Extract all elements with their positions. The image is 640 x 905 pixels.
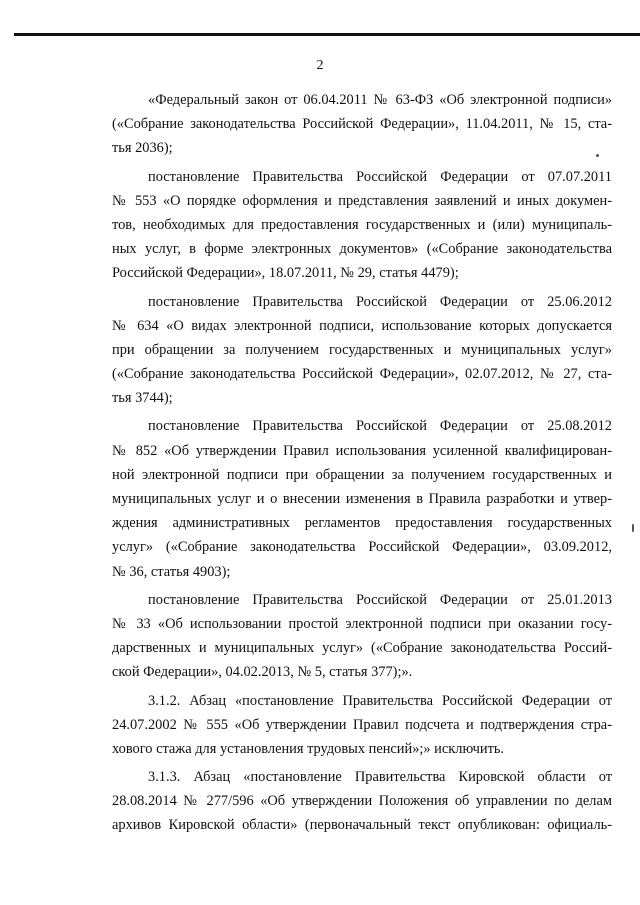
text-line: ной электронной подписи при обращении за получением государственных и [112,466,612,483]
top-rule [14,33,640,36]
text-line: («Собрание законодательства Российской Федерации», 02.07.2012, № 27, ста- [112,366,612,383]
text-line: № 36, статья 4903); [112,563,231,580]
text-line: ных услуг, в форме электронных документов» («Собрание законодательства [112,241,612,258]
text-line: тья 3744); [112,390,173,407]
text-line: постановление Правительства Российской Федерации от 25.06.2012 [148,293,612,310]
text-line: архивов Кировской области» (первоначальный текст опубликован: официаль- [112,817,612,834]
text-line: при обращении за получением государственных и муниципальных услуг» [112,341,612,358]
paragraph-item-3-1-3 [112,765,612,838]
text-line: дарственных и муниципальных услуг» («Собрание законодательства Россий- [112,640,612,657]
paragraph-law-63fz [112,88,612,161]
document-body [112,88,612,838]
text-line: постановление Правительства Российской Федерации от 07.07.2011 [148,168,612,185]
text-line: хового стажа для установления трудовых пенсий»;» исключить. [112,740,505,757]
text-line: 24.07.2002 № 555 «Об утверждении Правил подсчета и подтверждения стра- [112,716,612,733]
text-line: ской Федерации», 04.02.2013, № 5, статья 377);». [112,664,413,681]
text-line: ждения административных регламентов предоставления государственных [112,515,612,532]
text-line: услуг» («Собрание законодательства Российской Федерации», 03.09.2012, [112,539,612,556]
paragraph-resolution-553 [112,165,612,286]
text-line: № 553 «О порядке оформления и представления заявлений и иных докумен- [112,192,612,209]
text-line: постановление Правительства Российской Федерации от 25.01.2013 [148,591,612,608]
page-number: 2 [316,58,324,73]
text-line: 3.1.2. Абзац «постановление Правительства Российской Федерации от [148,692,612,709]
text-line: «Федеральный закон от 06.04.2011 № 63-ФЗ «Об электронной подписи» [148,92,612,108]
text-line: № 852 «Об утверждении Правил использования усиленной квалифицирован- [112,442,612,459]
text-line: № 634 «О видах электронной подписи, использование которых допускается [112,317,612,334]
scan-speck [596,154,599,157]
text-line: Российской Федерации», 18.07.2011, № 29, статья 4479); [112,265,459,282]
paragraph-resolution-33 [112,588,612,685]
text-line: тов, необходимых для предоставления государственных и (или) муниципаль- [112,216,612,233]
text-line: тья 2036); [112,140,173,157]
paragraph-resolution-852 [112,414,612,583]
text-line: постановление Правительства Российской Федерации от 25.08.2012 [148,418,612,435]
text-line: 28.08.2014 № 277/596 «Об утверждении Положения об управлении по делам [112,793,612,810]
scan-speck [632,524,634,532]
text-line: («Собрание законодательства Российской Федерации», 11.04.2011, № 15, ста- [112,116,612,133]
text-line: муниципальных услуг и о внесении изменения в Правила разработки и утвер- [112,491,612,507]
paragraph-item-3-1-2 [112,689,612,762]
text-line: № 33 «Об использовании простой электронной подписи при оказании госу- [112,615,612,632]
text-line: 3.1.3. Абзац «постановление Правительства Кировской области от [148,769,612,786]
paragraph-resolution-634 [112,290,612,411]
